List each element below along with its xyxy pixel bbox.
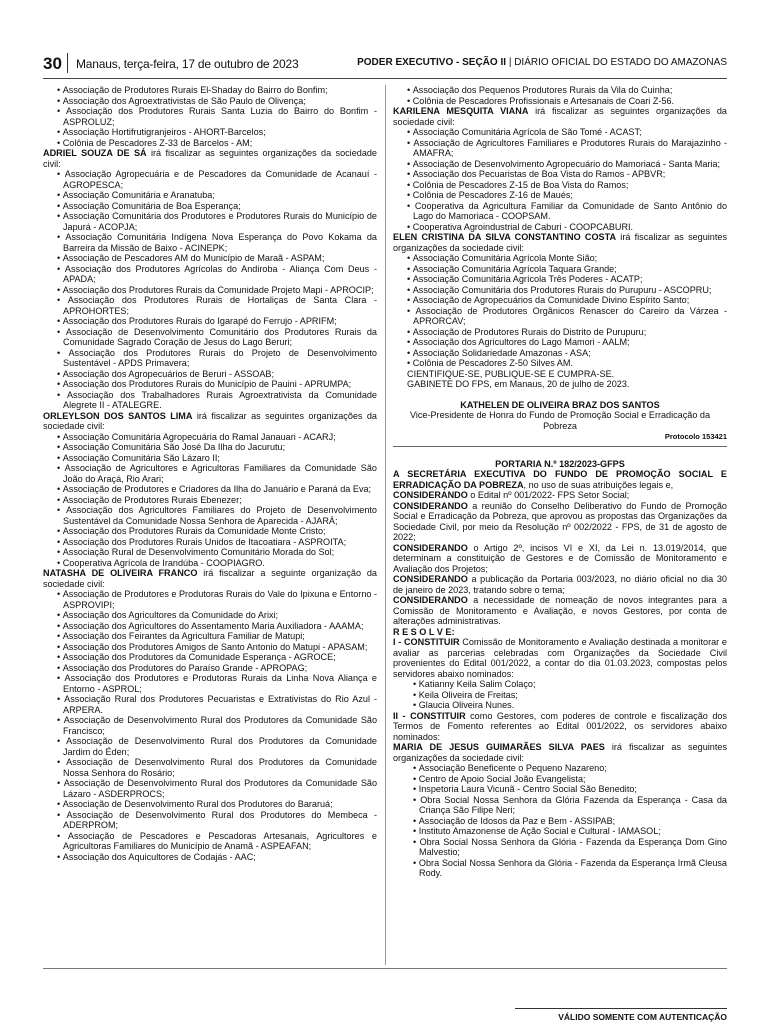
fiscal-name: ADRIEL SOUZA DE SÁ [43, 148, 147, 158]
fiscal-name: ELEN CRISTINA DA SILVA CONSTANTINO COSTA [393, 232, 617, 242]
list-item: • Associação Solidariedade Amazonas - ASA; [393, 348, 727, 359]
list-item: • Associação de Desenvolvimento Rural dos Produtores da Comunidade Jardim do Éden; [43, 736, 377, 757]
commission-member: • Glaucia Oliveira Nunes. [393, 700, 727, 711]
list-item: • Colônia de Pescadores Z-33 de Barcelos - AM; [43, 138, 377, 149]
fiscal-assignment [43, 568, 377, 589]
portaria-title: PORTARIA N.º 182/2023-GFPS [495, 458, 625, 469]
list-item: • Associação Comunitária São José Da Ilha do Jacurutu; [43, 442, 377, 453]
list-item: • Associação de Produtores e Produtoras Rurais do Vale do Ipixuna e Entorno - ASPROVIPI; [43, 589, 377, 610]
list-item: • Associação de Produtores Rurais El-Shaday do Bairro do Bonfim; [43, 85, 377, 96]
right-column [393, 85, 727, 879]
fiscal-assignment [43, 148, 377, 169]
assignment-text: irá fiscalizar as seguintes organizações da sociedade civil: [393, 232, 727, 253]
portaria-paragraph [393, 627, 727, 638]
portaria-body-continued [393, 711, 727, 764]
paragraph-lead: II - CONSTITUIR [393, 710, 466, 721]
list-item: • Associação Rural de Desenvolvimento Comunitário Morada do Sol; [43, 547, 377, 558]
list-item: • Associação Comunitária Indígena Nova Esperança do Povo Kokama da Barreira da Missão de Baixo - ACINEPK; [43, 232, 377, 253]
list-item: • Colônia de Pescadores Z-15 de Boa Vista do Ramos; [393, 180, 727, 191]
paragraph-text: a necessidade de nomeação de novos integrantes para a Comissão de Monitoramento e Avaliação, e novos Gestores, por conta de alterações administrativas. [393, 595, 727, 626]
organization-item: • Instituto Amazonense de Ação Social e Cultural - IAMASOL; [393, 826, 727, 837]
list-item: • Associação dos Produtores Rurais de Hortaliças de Santa Clara - APROHORTES; [43, 295, 377, 316]
closing-line: GABINETE DO FPS, em Manaus, 20 de julho de 2023. [407, 379, 630, 389]
portaria-paragraph [393, 742, 727, 763]
list-item: • Associação dos Trabalhadores Rurais Agroextrativista da Comunidade Alegrete II - ATALEGRE. [43, 390, 377, 411]
list-item: • Associação dos Pecuaristas de Boa Vista do Ramos - APBVR; [393, 169, 727, 180]
portaria-paragraph [393, 711, 727, 743]
list-item: • Associação Comunitária dos Produtores e Produtores Rurais do Município de Japurá - ACOPJA; [43, 211, 377, 232]
journal-name: | DIÁRIO OFICIAL DO ESTADO DO AMAZONAS [508, 57, 727, 68]
list-item: • Colônia de Pescadores Z-16 de Maués; [393, 190, 727, 201]
fiscal-name: KARILENA MESQUITA VIANA [393, 106, 529, 116]
paragraph-lead: MARIA DE JESUS GUIMARÃES SILVA PAES [393, 742, 605, 752]
list-item: • Associação dos Produtores Rurais do Projeto de Desenvolvimento Sustentável - APDS Primavera; [43, 348, 377, 369]
page-header [43, 51, 727, 75]
list-item: • Cooperativa da Agricultura Familiar da Comunidade de Santo Antônio do Lago do Mamoriaca - COOPSAM. [393, 201, 727, 222]
organization-item: • Obra Social Nossa Senhora da Glória - Fazenda da Esperança Dom Gino Malvestio; [393, 837, 727, 858]
paragraph-lead: CONSIDERANDO [393, 574, 468, 584]
paragraph-text: a reunião do Conselho Deliberativo do Fundo de Promoção Social e Erradicação da Pobreza, que aprovou as propostas das Organizações da Sociedade Civil, por meio da Resolução nº 002/2022 - FPS, de 31 de agosto de 2022; [393, 500, 727, 542]
list-item: • Associação Comunitária dos Produtores Rurais do Purupuru - ASCOPRU; [393, 285, 727, 296]
portaria-paragraph [393, 574, 727, 595]
list-item: • Colônia de Pescadores Profissionais e Artesanais de Coari Z-56. [393, 96, 727, 107]
authentication-notice: VÁLIDO SOMENTE COM AUTENTICAÇÃO [515, 1008, 727, 1022]
list-item: • Associação de Agricultores Familiares e Produtores Rurais do Marajazinho - AMAFRA; [393, 138, 727, 159]
paragraph-lead: CONSIDERANDO [393, 500, 468, 511]
fiscal-assignment [393, 232, 727, 253]
portaria-body [393, 469, 727, 679]
list-item: • Associação Comunitária São Lázaro II; [43, 453, 377, 464]
bottom-rule [43, 968, 727, 969]
list-item: • Associação dos Produtores Amigos de Santo Antonio do Matupi - APASAM; [43, 642, 377, 653]
left-column [43, 85, 377, 862]
list-item: • Associação dos Agricultores Familiares do Projeto de Desenvolvimento Sustentável da Comunidade Nossa Senhora de Aparecida - AJARÁ; [43, 505, 377, 526]
list-item: • Associação de Pescadores e Pescadoras Artesanais, Agricultores e Agricultoras Familiares do Município de Anamã - ASPEAFAN; [43, 831, 377, 852]
list-item: • Associação Comunitária Agrícola Três Poderes - ACATP; [393, 274, 727, 285]
list-item: • Associação Comunitária Agropecuária do Ramal Janauari - ACARJ; [43, 432, 377, 443]
list-item: • Associação de Desenvolvimento Comunitário dos Produtores Rurais da Comunidade Sagrado Coração de Jesus do Lago Beruri; [43, 327, 377, 348]
paragraph-text: o Artigo 2º, incisos VI e XI, da Lei n. 13.019/2014, que determinam a constituição de Gestores e de Comissão de Monitoramento e Avaliação dos Projetos; [393, 542, 727, 574]
fiscal-assignment [43, 411, 377, 432]
list-item: • Associação Comunitária Agrícola de São Tomé - ACAST; [393, 127, 727, 138]
list-item: • Associação dos Produtores e Produtoras Rurais da Linha Nova Aliança e Entorno - ASPROL; [43, 673, 377, 694]
signatory-role: Vice-Presidente de Honra do Fundo de Promoção Social e Erradicação da Pobreza [409, 410, 711, 431]
paragraph-lead: CONSIDERANDO [393, 595, 468, 605]
list-item: • Associação dos Produtores Rurais da Comunidade Projeto Mapi - APROCIP; [43, 285, 377, 296]
paragraph-text: o Edital nº 001/2022- FPS Setor Social; [467, 490, 630, 500]
paragraph-lead: CONSIDERANDO [393, 542, 468, 553]
list-item: • Associação de Desenvolvimento Rural dos Produtores da Comunidade São Francisco; [43, 715, 377, 736]
commission-member: • Katianny Keila Salim Colaço; [393, 679, 727, 690]
list-item: • Associação de Desenvolvimento Agropecuário do Mamoriacá - Santa Maria; [393, 159, 727, 170]
list-item: • Associação Comunitária de Boa Esperança; [43, 201, 377, 212]
organization-item: • Centro de Apoio Social João Evangelista; [393, 774, 727, 785]
list-item: • Associação Agropecuária e de Pescadores da Comunidade de Acanauí - AGROPESCA; [43, 169, 377, 190]
assignment-text: irá fiscalizar as seguintes organizações da sociedade civil: [43, 410, 377, 431]
paragraph-lead: R E S O L V E: [393, 626, 455, 637]
list-item: • Associação de Desenvolvimento Rural dos Produtores da Comunidade Nossa Senhora do Rosário; [43, 757, 377, 778]
portaria-paragraph [393, 637, 727, 679]
paragraph-lead: CONSIDERANDO [393, 490, 468, 500]
list-item: • Associação de Desenvolvimento Rural dos Produtores do Membeca - ADERPROM; [43, 810, 377, 831]
list-item: • Associação Hortifrutigranjeiros - AHORT-Barcelos; [43, 127, 377, 138]
portaria-paragraph [393, 490, 727, 501]
list-item: • Associação dos Pequenos Produtores Rurais da Vila do Cuinha; [393, 85, 727, 96]
paragraph-text: Comissão de Monitoramento e Avaliação destinada a monitorar e avaliar as parcerias celebradas com Organizações da Sociedade Civil provenientes do Edital 001/2022, a contar do dia 01.03.2023, compostas pelos servidores abaixo nominados: [393, 637, 727, 679]
fiscal-name: NATASHA DE OLIVEIRA FRANCO [43, 568, 198, 578]
fiscal-assignment [393, 106, 727, 127]
paragraph-lead: I - CONSTITUIR [393, 637, 460, 647]
paragraph-text: , no uso de suas atribuições legais e, [523, 479, 674, 490]
list-item: • Associação de Produtores Rurais Ebenezer; [43, 495, 377, 506]
organizations-list [393, 763, 727, 879]
paragraph-lead: A SECRETÁRIA EXECUTIVA DO FUNDO DE PROMOÇÃO SOCIAL E ERRADICAÇÃO DA POBREZA [393, 469, 727, 490]
list-item: • Associação dos Produtores Rurais do Município de Pauini - APRUMPA; [43, 379, 377, 390]
portaria-paragraph [393, 595, 727, 627]
list-item: • Cooperativa Agroindustrial de Caburi - COOPCABURI. [393, 222, 727, 233]
list-item: • Associação dos Aquicultores de Codajás - AAC; [43, 852, 377, 863]
list-item: • Associação dos Produtores do Paraíso Grande - APROPAG; [43, 663, 377, 674]
list-item: • Associação Comunitária e Aranatuba; [43, 190, 377, 201]
header-divider [67, 53, 68, 73]
assignment-text: irá fiscalizar a seguinte organização da sociedade civil: [43, 568, 377, 589]
list-item: • Associação dos Produtores Agrícolas do Andiroba - Aliança Com Deus - APADA; [43, 264, 377, 285]
list-item: • Associação Comunitária Agrícola Monte Sião; [393, 253, 727, 264]
column-divider [385, 85, 386, 965]
section-name: PODER EXECUTIVO - SEÇÃO II [357, 57, 507, 68]
organization-item: • Associação de Idosos da Paz e Bem - ASSIPAB; [393, 816, 727, 827]
paragraph-text: a publicação da Portaria 003/2023, no diário oficial no dia 30 de janeiro de 2023, tratando sobre o tema; [393, 574, 727, 595]
portaria-paragraph [393, 469, 727, 490]
list-item: • Associação dos Produtores Rurais Unidos de Itacoatiara - ASPROITA; [43, 537, 377, 548]
list-item: • Associação dos Agroextrativistas de São Paulo de Olivença; [43, 96, 377, 107]
organization-item: • Associação Beneficente o Pequeno Nazareno; [393, 763, 727, 774]
portaria-paragraph [393, 543, 727, 575]
list-item: • Associação de Produtores Orgânicos Renascer do Careiro da Várzea - APRORCAV; [393, 306, 727, 327]
protocol-number: Protocolo 153421 [664, 432, 727, 441]
organization-item: • Inspetoria Laura Vicunã - Centro Social São Benedito; [393, 784, 727, 795]
list-item: • Associação de Produtores e Criadores da Ilha do Januário e Paraná da Eva; [43, 484, 377, 495]
list-item: • Associação de Desenvolvimento Rural dos Produtores do Bararuá; [43, 799, 377, 810]
list-item: • Associação dos Produtores da Comunidade Esperança - AGROCE; [43, 652, 377, 663]
list-item: • Associação dos Produtores Rurais da Comunidade Monte Cristo; [43, 526, 377, 537]
list-item: • Associação dos Produtores Rurais Santa Luzia do Bairro do Bonfim - ASPROLUZ; [43, 106, 377, 127]
commission-member: • Keila Oliveira de Freitas; [393, 690, 727, 701]
issue-date: Manaus, terça-feira, 17 de outubro de 2023 [76, 57, 299, 71]
list-item: • Associação dos Agricultores do Assentamento Maria Auxiliadora - AAAMA; [43, 621, 377, 632]
closing-line: CIENTIFIQUE-SE, PUBLIQUE-SE E CUMPRA-SE. [407, 368, 615, 379]
list-item: • Associação dos Agricultores da Comunidade do Arixi; [43, 610, 377, 621]
list-item: • Associação dos Agricultores do Lago Mamori - AALM; [393, 337, 727, 348]
header-rule [43, 78, 727, 79]
organization-item: • Obra Social Nossa Senhora da Glória Fazenda da Esperança - Casa da Criança São Filipe Neri; [393, 795, 727, 816]
list-item: • Associação de Agropecuários da Comunidade Divino Espírito Santo; [393, 295, 727, 306]
fiscal-list-continuation [393, 85, 727, 390]
list-item: • Associação de Agricultores e Agricultoras Familiares da Comunidade São João do Araçá, Rio Arari; [43, 463, 377, 484]
portaria-paragraph [393, 501, 727, 543]
list-item: • Colônia de Pescadores Z-50 Silves AM. [393, 358, 727, 369]
journal-title [357, 57, 727, 68]
paragraph-text: como Gestores, com poderes de controle e fiscalização dos Termos de Fomento referentes ao Edital 001/2022, os servidores abaixo nominados: [393, 710, 727, 742]
list-item: • Associação de Pescadores AM do Município de Maraã - ASPAM; [43, 253, 377, 264]
commission-members [393, 679, 727, 711]
list-item: • Associação de Produtores Rurais do Distrito de Purupuru; [393, 327, 727, 338]
list-item: • Associação de Desenvolvimento Rural dos Produtores da Comunidade São Lázaro - ASDERPROCS; [43, 778, 377, 799]
list-item: • Associação dos Agropecuários de Beruri - ASSOAB; [43, 369, 377, 380]
list-item: • Associação dos Feirantes da Agricultura Familiar de Matupi; [43, 631, 377, 642]
page-number: 30 [43, 54, 62, 73]
paragraph-text: irá fiscalizar as seguintes organizações da sociedade civil: [393, 742, 727, 763]
assignment-text: irá fiscalizar as seguintes organizações da sociedade civil: [393, 106, 727, 127]
list-item: • Associação dos Produtores Rurais do Igarapé do Ferrujo - APRIFM; [43, 316, 377, 327]
signatory-name: KATHELEN DE OLIVEIRA BRAZ DOS SANTOS [460, 399, 660, 410]
list-item: • Associação Comunitária Agrícola Taquara Grande; [393, 264, 727, 275]
organization-item: • Obra Social Nossa Senhora da Glória - Fazenda da Esperança Irmã Cleusa Rody. [393, 858, 727, 879]
list-item: • Cooperativa Agrícola de Irandúba - COOPIAGRO. [43, 558, 377, 569]
list-item: • Associação Rural dos Produtores Pecuaristas e Extrativistas do Rio Azul - ARPERA. [43, 694, 377, 715]
fiscal-name: ORLEYLSON DOS SANTOS LIMA [43, 410, 193, 421]
assignment-text: irá fiscalizar as seguintes organizações da sociedade civil: [43, 148, 377, 169]
section-divider [393, 446, 727, 447]
